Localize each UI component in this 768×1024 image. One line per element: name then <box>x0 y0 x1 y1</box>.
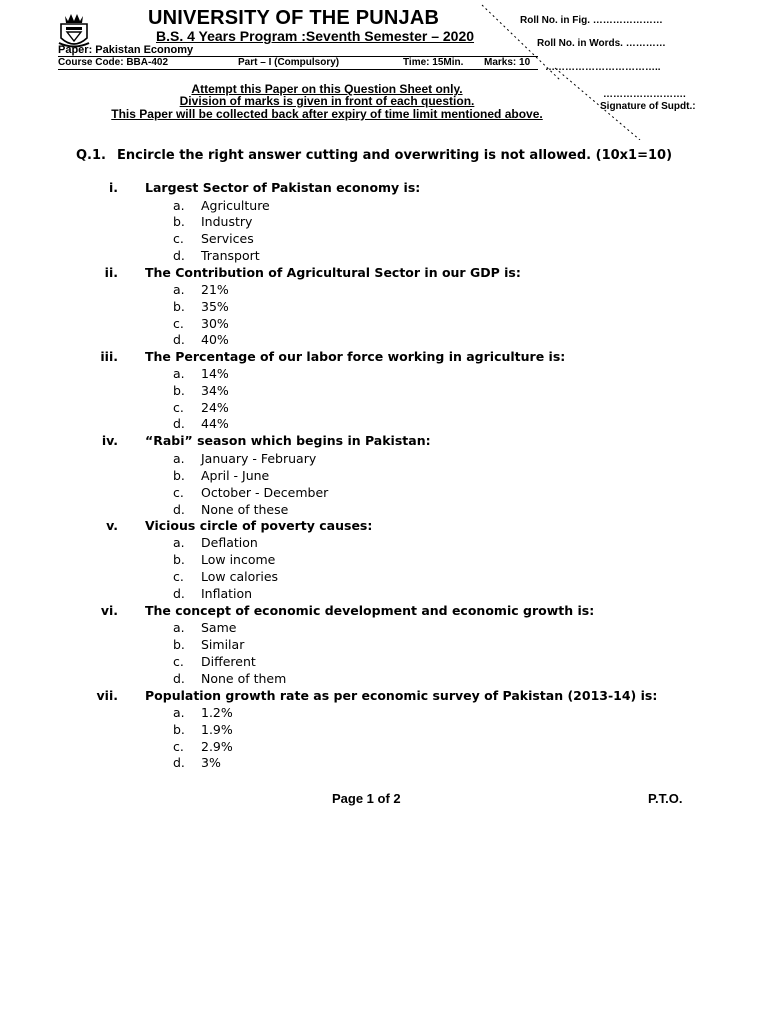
option-text: 21% <box>201 282 229 297</box>
option-text: Services <box>201 231 254 246</box>
option-text: Industry <box>201 214 253 229</box>
option-letter: d. <box>173 416 185 431</box>
option-letter: b. <box>173 468 185 483</box>
option-text: 30% <box>201 316 229 331</box>
option-letter: d. <box>173 755 185 770</box>
option-text: Similar <box>201 637 245 652</box>
signature-blank: ……………………. <box>603 89 686 100</box>
option-letter: d. <box>173 332 185 347</box>
pto-label: P.T.O. <box>648 791 683 806</box>
marks-label: Marks: 10 <box>484 57 531 68</box>
course-code: Course Code: BBA-402 <box>58 57 169 68</box>
option-text: 40% <box>201 332 229 347</box>
option-letter: a. <box>173 366 185 381</box>
mcq-number: ii. <box>104 265 118 280</box>
option-letter: b. <box>173 383 185 398</box>
option-text: None of these <box>201 502 289 517</box>
option-letter: c. <box>173 316 184 331</box>
paper-name: Paper: Pakistan Economy <box>58 44 194 56</box>
mcq-number: v. <box>106 518 118 533</box>
option-text: April - June <box>201 468 270 483</box>
program-title: B.S. 4 Years Program :Seventh Semester – 2020 <box>156 28 475 44</box>
option-letter: c. <box>173 569 184 584</box>
option-text: Deflation <box>201 535 258 550</box>
option-text: Low calories <box>201 569 279 584</box>
option-letter: b. <box>173 214 185 229</box>
option-letter: b. <box>173 637 185 652</box>
mcq-number: vi. <box>100 603 118 618</box>
option-text: Agriculture <box>201 198 270 213</box>
option-text: 1.9% <box>201 722 233 737</box>
option-text: October - December <box>201 485 329 500</box>
option-text: Different <box>201 654 256 669</box>
option-text: 34% <box>201 383 229 398</box>
roll-no-blank-line: …………………………….. <box>545 62 661 73</box>
option-text: Inflation <box>201 586 253 601</box>
university-title: UNIVERSITY OF THE PUNJAB <box>148 7 440 29</box>
option-letter: a. <box>173 451 185 466</box>
mcq-number: iv. <box>101 433 118 448</box>
time-label: Time: 15Min. <box>403 57 464 68</box>
instruction-line-3: This Paper will be collected back after expiry of time limit mentioned above. <box>111 107 543 121</box>
mcq-stem: The Percentage of our labor force working in agriculture is: <box>145 349 566 364</box>
option-letter: a. <box>173 620 185 635</box>
roll-no-fig-field: Roll No. in Fig. ………………… <box>520 15 663 26</box>
option-letter: c. <box>173 654 184 669</box>
mcq-number: iii. <box>100 349 118 364</box>
mcq-stem: “Rabi” season which begins in Pakistan: <box>145 433 431 448</box>
signature-label: Signature of Supdt.: <box>600 101 696 112</box>
option-text: 44% <box>201 416 229 431</box>
option-letter: d. <box>173 671 185 686</box>
option-text: 24% <box>201 400 229 415</box>
mcq-number: vii. <box>96 688 118 703</box>
mcq-stem: Vicious circle of poverty causes: <box>145 518 373 533</box>
option-letter: b. <box>173 722 185 737</box>
question-text: Encircle the right answer cutting and overwriting is not allowed. (10x1=10) <box>117 148 673 163</box>
mcq-stem: Largest Sector of Pakistan economy is: <box>145 180 421 195</box>
option-letter: d. <box>173 586 185 601</box>
option-text: 2.9% <box>201 739 233 754</box>
option-text: Same <box>201 620 237 635</box>
option-text: 3% <box>201 755 221 770</box>
option-letter: a. <box>173 535 185 550</box>
option-text: Transport <box>201 248 260 263</box>
option-text: 1.2% <box>201 705 233 720</box>
option-letter: b. <box>173 299 185 314</box>
instruction-line-1: Attempt this Paper on this Question Sheet only. <box>191 82 463 96</box>
mcq-stem: The concept of economic development and economic growth is: <box>145 603 595 618</box>
page-number: Page 1 of 2 <box>332 791 401 806</box>
option-text: None of them <box>201 671 287 686</box>
option-letter: d. <box>173 502 185 517</box>
option-letter: a. <box>173 198 185 213</box>
option-letter: d. <box>173 248 185 263</box>
option-text: 35% <box>201 299 229 314</box>
mcq-number: i. <box>108 180 118 195</box>
option-letter: c. <box>173 231 184 246</box>
option-text: Low income <box>201 552 276 567</box>
roll-no-words-field: Roll No. in Words. ………… <box>537 38 666 49</box>
question-number: Q.1. <box>76 148 106 163</box>
mcq-stem: The Contribution of Agricultural Sector in our GDP is: <box>145 265 521 280</box>
option-letter: a. <box>173 282 185 297</box>
option-text: January - February <box>201 451 317 466</box>
mcq-stem: Population growth rate as per economic survey of Pakistan (2013-14) is: <box>145 688 658 703</box>
option-text: 14% <box>201 366 229 381</box>
option-letter: c. <box>173 400 184 415</box>
option-letter: a. <box>173 705 185 720</box>
option-letter: c. <box>173 739 184 754</box>
part-label: Part – I (Compulsory) <box>238 57 340 68</box>
option-letter: c. <box>173 485 184 500</box>
instruction-line-2: Division of marks is given in front of each question. <box>179 94 475 108</box>
option-letter: b. <box>173 552 185 567</box>
